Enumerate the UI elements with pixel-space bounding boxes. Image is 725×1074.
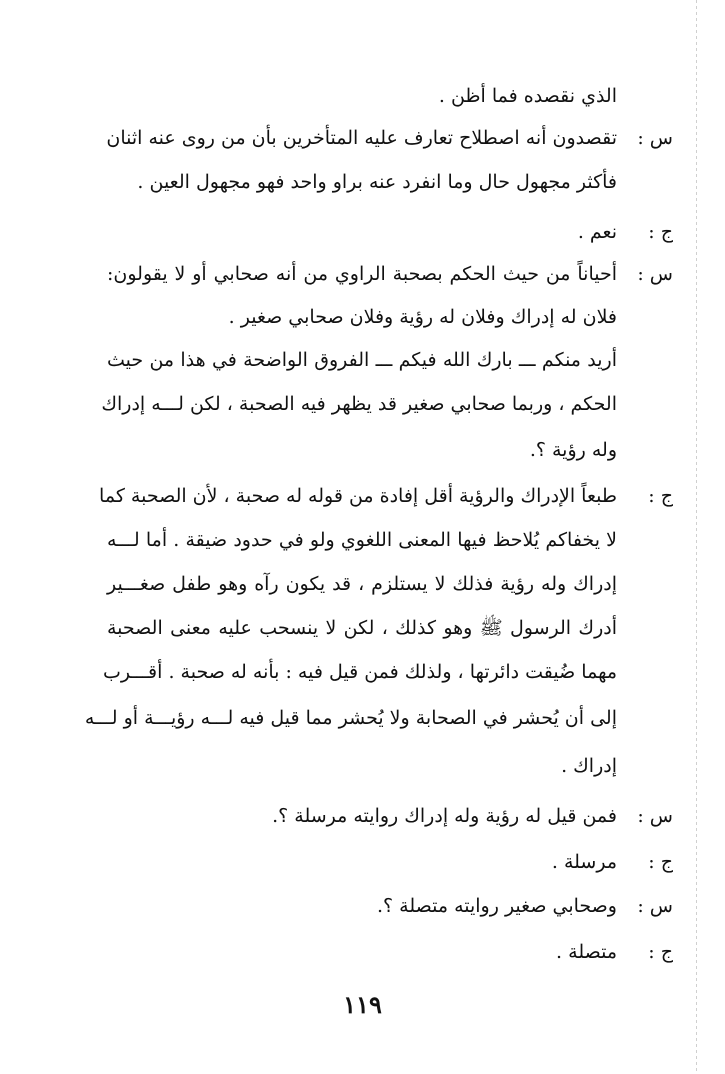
line-text: وله رؤية ؟. — [529, 439, 617, 461]
line-text: مرسلة . — [551, 851, 617, 873]
text-line — [0, 652, 725, 692]
line-text: فلان له إدراك وفلان له رؤية وفلان صحابي صغير . — [228, 306, 617, 328]
line-text: مهما ضُيقت دائرتها ، ولذلك فمن قيل فيه : بأنه له صحبة . أقـــرب — [102, 661, 617, 683]
text-line — [0, 118, 725, 158]
line-text: أحياناً من حيث الحكم بصحبة الراوي من أنه صحابي أو لا يقولون: — [107, 263, 617, 285]
line-text: طبعاً الإدراك والرؤية أقل إفادة من قوله له صحبة ، لأن الصحبة كما — [99, 485, 617, 507]
text-line — [0, 608, 725, 648]
line-text: فمن قيل له رؤية وله إدراك روايته مرسلة ؟. — [272, 805, 617, 827]
speaker-marker: س : — [637, 127, 673, 149]
speaker-marker: س : — [637, 805, 673, 827]
text-line — [0, 476, 725, 516]
line-text: فأكثر مجهول حال وما انفرد عنه براو واحد فهو مجهول العين . — [137, 171, 617, 193]
line-text: إدراك وله رؤية فذلك لا يستلزم ، قد يكون رآه وهو طفل صغـــير — [107, 573, 617, 595]
text-line — [0, 520, 725, 560]
text-line — [0, 932, 725, 972]
line-text: أريد منكم ـــ بارك الله فيكم ـــ الفروق الواضحة في هذا من حيث — [107, 349, 617, 371]
text-line — [0, 297, 725, 337]
speaker-marker: ج : — [648, 485, 673, 507]
text-line — [0, 698, 725, 738]
text-line — [0, 212, 725, 252]
text-line — [0, 886, 725, 926]
speaker-marker: س : — [637, 895, 673, 917]
line-text: لا يخفاكم يُلاحظ فيها المعنى اللغوي ولو في حدود ضيقة . أما لـــه — [107, 529, 617, 551]
text-line — [0, 564, 725, 604]
speaker-marker: ج : — [648, 941, 673, 963]
text-line — [0, 76, 725, 116]
line-text: متصلة . — [556, 941, 617, 963]
line-text: الحكم ، وربما صحابي صغير قد يظهر فيه الصحبة ، لكن لـــه إدراك — [101, 393, 617, 415]
line-text: أدرك الرسول ﷺ وهو كذلك ، لكن لا ينسحب عليه معنى الصحبة — [107, 617, 617, 639]
text-line — [0, 842, 725, 882]
text-line — [0, 430, 725, 470]
text-line — [0, 746, 725, 786]
speaker-marker: ج : — [648, 221, 673, 243]
text-line — [0, 796, 725, 836]
line-text: الذي نقصده فما أظن . — [438, 85, 617, 107]
page-number: ١١٩ — [343, 990, 382, 1019]
line-text: وصحابي صغير روايته متصلة ؟. — [377, 895, 617, 917]
line-text: نعم . — [577, 221, 617, 243]
line-text: تقصدون أنه اصطلاح تعارف عليه المتأخرين بأن من روى عنه اثنان — [106, 127, 617, 149]
text-line — [0, 162, 725, 202]
speaker-marker: ج : — [648, 851, 673, 873]
text-line — [0, 384, 725, 424]
text-line — [0, 254, 725, 294]
line-text: إدراك . — [561, 755, 617, 777]
line-text: إلى أن يُحشر في الصحابة ولا يُحشر مما قيل فيه لـــه رؤيـــة أو لـــه — [84, 707, 617, 729]
text-line — [0, 340, 725, 380]
speaker-marker: س : — [637, 263, 673, 285]
